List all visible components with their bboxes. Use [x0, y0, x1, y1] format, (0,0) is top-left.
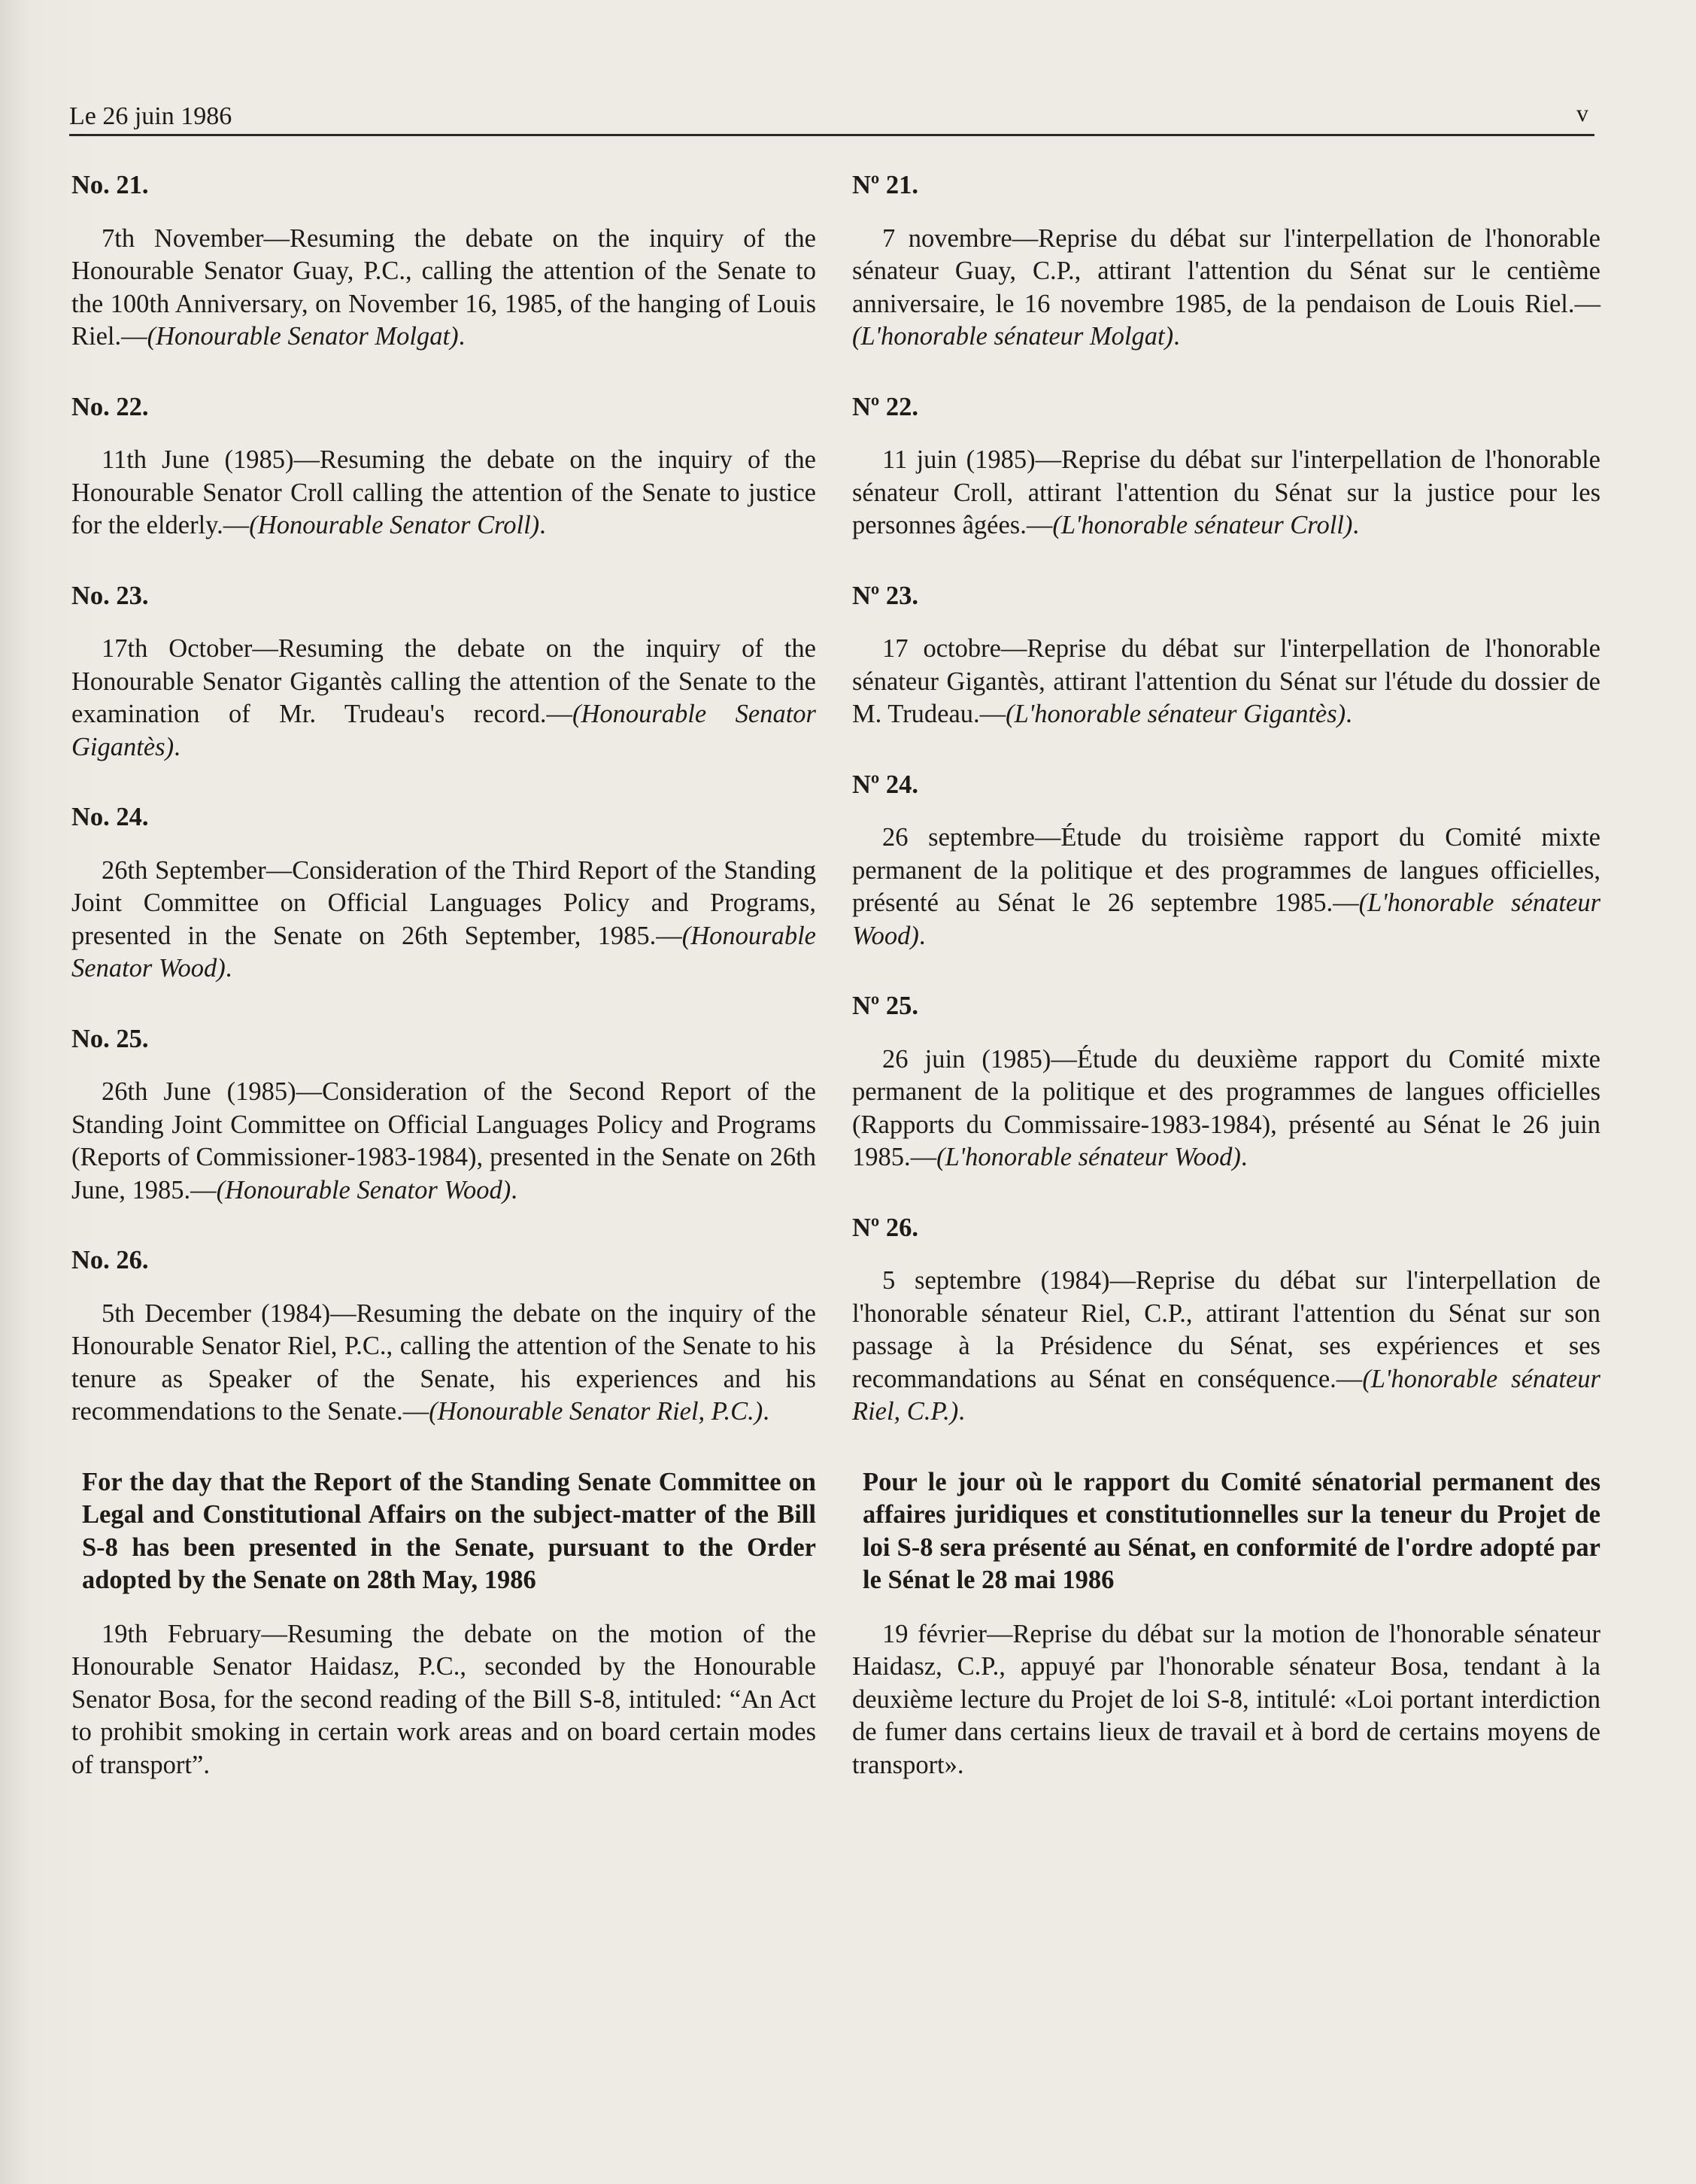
order-item-23-en	[71, 580, 816, 764]
order-item-21-fr	[852, 169, 1600, 354]
english-column	[71, 169, 816, 1782]
page-header	[69, 99, 1594, 136]
sponsor: (Honourable Senator Molgat)	[147, 322, 459, 351]
item-number: Nº 22.	[852, 392, 919, 421]
sponsor: (Honourable Senator Wood)	[71, 921, 816, 983]
item-text: 5th December (1984)—Resuming the debate on the inquiry of the Honourable Senator Riel, P.C., calling the attention of the Senate to his tenure as Speaker of the Senate, his experiences and his recommendations to the Senate.—(Honourable Senator Riel, P.C.).	[71, 1299, 816, 1426]
item-number: Nº 26.	[852, 1213, 919, 1242]
item-text: 7 novembre—Reprise du débat sur l'interpellation de l'honorable sénateur Guay, C.P., attirant l'attention du Sénat sur le centième anniversaire, le 16 novembre 1985, de la pendaison de Louis Riel.—(L'honorable sénateur Molgat).	[852, 223, 1600, 351]
item-number: Nº 24.	[852, 770, 919, 799]
sponsor: (L'honorable sénateur Wood)	[936, 1143, 1241, 1171]
item-text: 17th October—Resuming the debate on the inquiry of the Honourable Senator Gigantès calling the attention of the Senate to the examination of Mr. Trudeau's record.—(Honourable Senator Gigantès).	[71, 634, 816, 761]
bill-s8-section-en	[71, 1466, 816, 1782]
item-text: 7th November—Resuming the debate on the inquiry of the Honourable Senator Guay, P.C., calling the attention of the Senate to the 100th Anniversary, on November 16, 1985, of the hanging of Louis Riel.—(Honourable Senator Molgat).	[71, 223, 816, 351]
sponsor: (Honourable Senator Wood)	[216, 1175, 511, 1204]
order-item-24-en	[71, 801, 816, 986]
sponsor: (L'honorable sénateur Gigantès)	[1006, 700, 1346, 728]
page-number: v	[1576, 99, 1588, 126]
item-text: 26th September—Consideration of the Third Report of the Standing Joint Committee on Official Languages Policy and Programs, presented in the Senate on 26th September, 1985.—(Honourable Senator Wood).	[71, 855, 816, 983]
sponsor: (L'honorable sénateur Molgat)	[852, 322, 1174, 351]
order-item-26-fr	[852, 1212, 1600, 1429]
section-heading: For the day that the Report of the Standing Senate Committee on Legal and Constitutional Affairs on the subject-matter of the Bill S-8 has been presented in the Senate, pursuant to the Order adopted by the Senate on 28th May, 1986	[82, 1467, 816, 1594]
bill-s8-section-fr	[852, 1466, 1600, 1782]
item-number: No. 25.	[71, 1024, 149, 1053]
sponsor: (L'honorable sénateur Riel, C.P.)	[852, 1364, 1600, 1426]
section-text: 19th February—Resuming the debate on the motion of the Honourable Senator Haidasz, P.C., seconded by the Honourable Senator Bosa, for the second reading of the Bill S-8, intituled: “An Act to prohibit smoking in certain work areas and on board certain modes of transport”.	[71, 1619, 816, 1779]
section-heading: Pour le jour où le rapport du Comité sénatorial permanent des affaires juridiques et constitutionnelles sur la teneur du Projet de loi S-8 sera présenté au Sénat, en conformité de l'ordre adopté par le Sénat le 28 mai 1986	[863, 1467, 1600, 1594]
item-number: No. 21.	[71, 171, 149, 199]
item-text: 5 septembre (1984)—Reprise du débat sur l'interpellation de l'honorable sénateur Riel, C.P., attirant l'attention du Sénat sur son passage à la Présidence du Sénat, ses expériences et ses recommandations au Sénat en conséquence.—(L'honorable sénateur Riel, C.P.).	[852, 1266, 1600, 1426]
order-item-23-fr	[852, 580, 1600, 731]
item-number: Nº 25.	[852, 992, 919, 1020]
header-date: Le 26 juin 1986	[69, 102, 232, 130]
sponsor: (Honourable Senator Gigantès)	[71, 700, 816, 761]
order-item-24-fr	[852, 769, 1600, 953]
order-item-25-fr	[852, 990, 1600, 1174]
item-number: No. 24.	[71, 803, 149, 831]
item-text: 11 juin (1985)—Reprise du débat sur l'interpellation de l'honorable sénateur Croll, attirant l'attention du Sénat sur la justice pour les personnes âgées.—(L'honorable sénateur Croll).	[852, 445, 1600, 539]
french-column	[852, 169, 1600, 1782]
order-item-26-en	[71, 1244, 816, 1429]
order-item-21-en	[71, 169, 816, 354]
order-item-22-fr	[852, 391, 1600, 542]
order-item-22-en	[71, 391, 816, 542]
sponsor: (L'honorable sénateur Croll)	[1052, 511, 1353, 539]
sponsor: (L'honorable sénateur Wood)	[852, 888, 1600, 950]
item-text: 26 juin (1985)—Étude du deuxième rapport du Comité mixte permanent de la politique et des programmes de langues officielles (Rapports du Commissaire-1983-1984), présenté au Sénat le 26 juin 1985.—(L'honorable sénateur Wood).	[852, 1044, 1600, 1171]
item-text: 11th June (1985)—Resuming the debate on the inquiry of the Honourable Senator Croll calling the attention of the Senate to justice for the elderly.—(Honourable Senator Croll).	[71, 445, 816, 539]
item-text: 26th June (1985)—Consideration of the Second Report of the Standing Joint Committee on Official Languages Policy and Programs (Reports of Commissioner-1983-1984), presented in the Senate on 26th June, 1985.—(Honourable Senator Wood).	[71, 1077, 816, 1204]
order-item-25-en	[71, 1023, 816, 1207]
item-number: No. 22.	[71, 392, 149, 421]
item-number: No. 23.	[71, 581, 149, 610]
item-text: 17 octobre—Reprise du débat sur l'interpellation de l'honorable sénateur Gigantès, attirant l'attention du Sénat sur l'étude du dossier de M. Trudeau.—(L'honorable sénateur Gigantès).	[852, 634, 1600, 728]
item-number: Nº 23.	[852, 581, 919, 610]
sponsor: (Honourable Senator Riel, P.C.)	[429, 1397, 763, 1426]
item-text: 26 septembre—Étude du troisième rapport du Comité mixte permanent de la politique et des programmes de langues officielles, présenté au Sénat le 26 septembre 1985.—(L'honorable sénateur Wood).	[852, 823, 1600, 950]
section-text: 19 février—Reprise du débat sur la motion de l'honorable sénateur Haidasz, C.P., appuyé par l'honorable sénateur Bosa, tendant à la deuxième lecture du Projet de loi S-8, intitulé: «Loi portant interdiction de fumer dans certains lieux de travail et à bord de certains moyens de transport».	[852, 1619, 1600, 1779]
sponsor: (Honourable Senator Croll)	[249, 511, 540, 539]
item-number: Nº 21.	[852, 171, 919, 199]
item-number: No. 26.	[71, 1246, 149, 1274]
